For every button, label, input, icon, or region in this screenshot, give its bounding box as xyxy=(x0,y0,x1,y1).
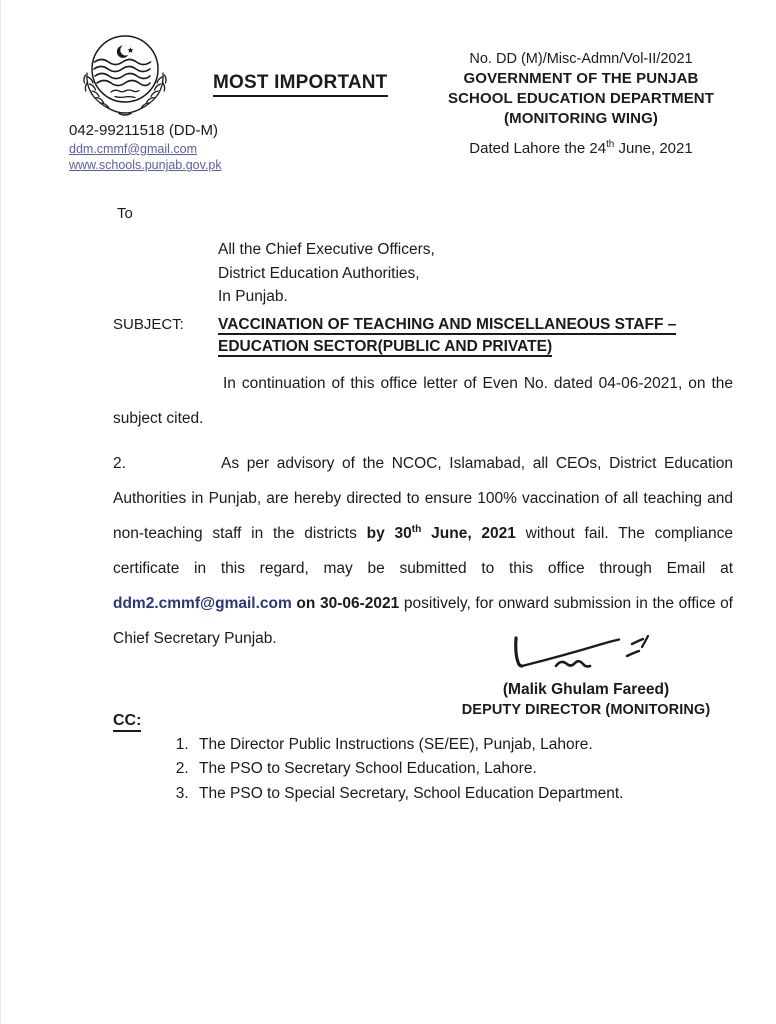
contact-website-link[interactable]: www.schools.punjab.gov.pk xyxy=(69,158,222,173)
addressee-line-3: In Punjab. xyxy=(218,288,288,306)
department-name: SCHOOL EDUCATION DEPARTMENT xyxy=(447,89,715,107)
reference-number: No. DD (M)/Misc-Admn/Vol-II/2021 xyxy=(469,51,693,67)
government-name: GOVERNMENT OF THE PUNJAB xyxy=(463,70,699,88)
wing-name: (MONITORING WING) xyxy=(504,109,658,127)
paragraph-2-part-3: positively, for onward submission in the office of Chief Secretary Punjab. xyxy=(113,595,733,647)
punjab-government-emblem-icon xyxy=(75,26,175,122)
cc-list xyxy=(169,733,623,806)
signatory-title: DEPUTY DIRECTOR (MONITORING) xyxy=(461,701,711,718)
addressee-line-2: District Education Authorities, xyxy=(218,264,420,282)
dated-prefix: Dated Lahore the 24 xyxy=(469,140,607,157)
dated-suffix: June, 2021 xyxy=(614,140,693,157)
contact-phone: 042-99211518 (DD-M) xyxy=(69,122,218,139)
cc-list-item: 3. The PSO to Special Secretary, School Education Department. xyxy=(193,782,623,806)
contact-email-link[interactable]: ddm.cmmf@gmail.com xyxy=(69,141,197,156)
subject-line-1: VACCINATION OF TEACHING AND MISCELLANEOUS STAFF – xyxy=(218,316,677,333)
cc-label: CC: xyxy=(113,712,141,732)
to-label: To xyxy=(117,205,133,222)
paragraph-2 xyxy=(113,446,733,656)
submission-email-link[interactable]: ddm2.cmmf@gmail.com xyxy=(113,595,292,612)
handwritten-signature-icon xyxy=(496,632,676,678)
paragraph-2-part-2: without fail. The compliance certificate in this regard, may be submitted to this office through Email at xyxy=(113,525,733,577)
deadline-bold xyxy=(367,525,516,542)
cc-list-item: 2. The PSO to Secretary School Education, Lahore. xyxy=(193,757,623,781)
subject-label: SUBJECT: xyxy=(113,316,184,333)
submission-date-bold: on 30-06-2021 xyxy=(291,595,400,612)
deadline-ordinal-suffix: th xyxy=(411,523,422,535)
letterhead xyxy=(1,0,776,190)
deadline-suffix: June, 2021 xyxy=(421,525,516,542)
paragraph-1 xyxy=(113,366,733,436)
addressee-block xyxy=(218,238,435,309)
paragraph-1-text: In continuation of this office letter of Even No. dated 04-06-2021, on the subject cited. xyxy=(113,375,733,427)
paragraph-2-number: 2. xyxy=(113,455,126,472)
reference-block xyxy=(431,50,731,129)
signature-block xyxy=(421,632,751,720)
paragraph-2-part-1: As per advisory of the NCOC, Islamabad, all CEOs, District Education Authorities in Punjab, are hereby directed to ensure 100% vaccination of all teaching and non-teaching staff in the districts xyxy=(113,455,733,542)
cc-list-item: 1. The Director Public Instructions (SE/EE), Punjab, Lahore. xyxy=(193,733,623,757)
dated-ordinal-suffix: th xyxy=(606,139,615,150)
addressee-line-1: All the Chief Executive Officers, xyxy=(218,241,435,258)
subject-text xyxy=(218,314,733,358)
most-important-banner: MOST IMPORTANT xyxy=(213,73,388,97)
deadline-prefix: by 30 xyxy=(366,525,412,542)
subject-line-2: EDUCATION SECTOR(PUBLIC AND PRIVATE) xyxy=(218,338,553,355)
signatory-name: (Malik Ghulam Fareed) xyxy=(502,681,670,698)
dated-line xyxy=(431,140,731,157)
sender-contact-block xyxy=(69,122,222,174)
